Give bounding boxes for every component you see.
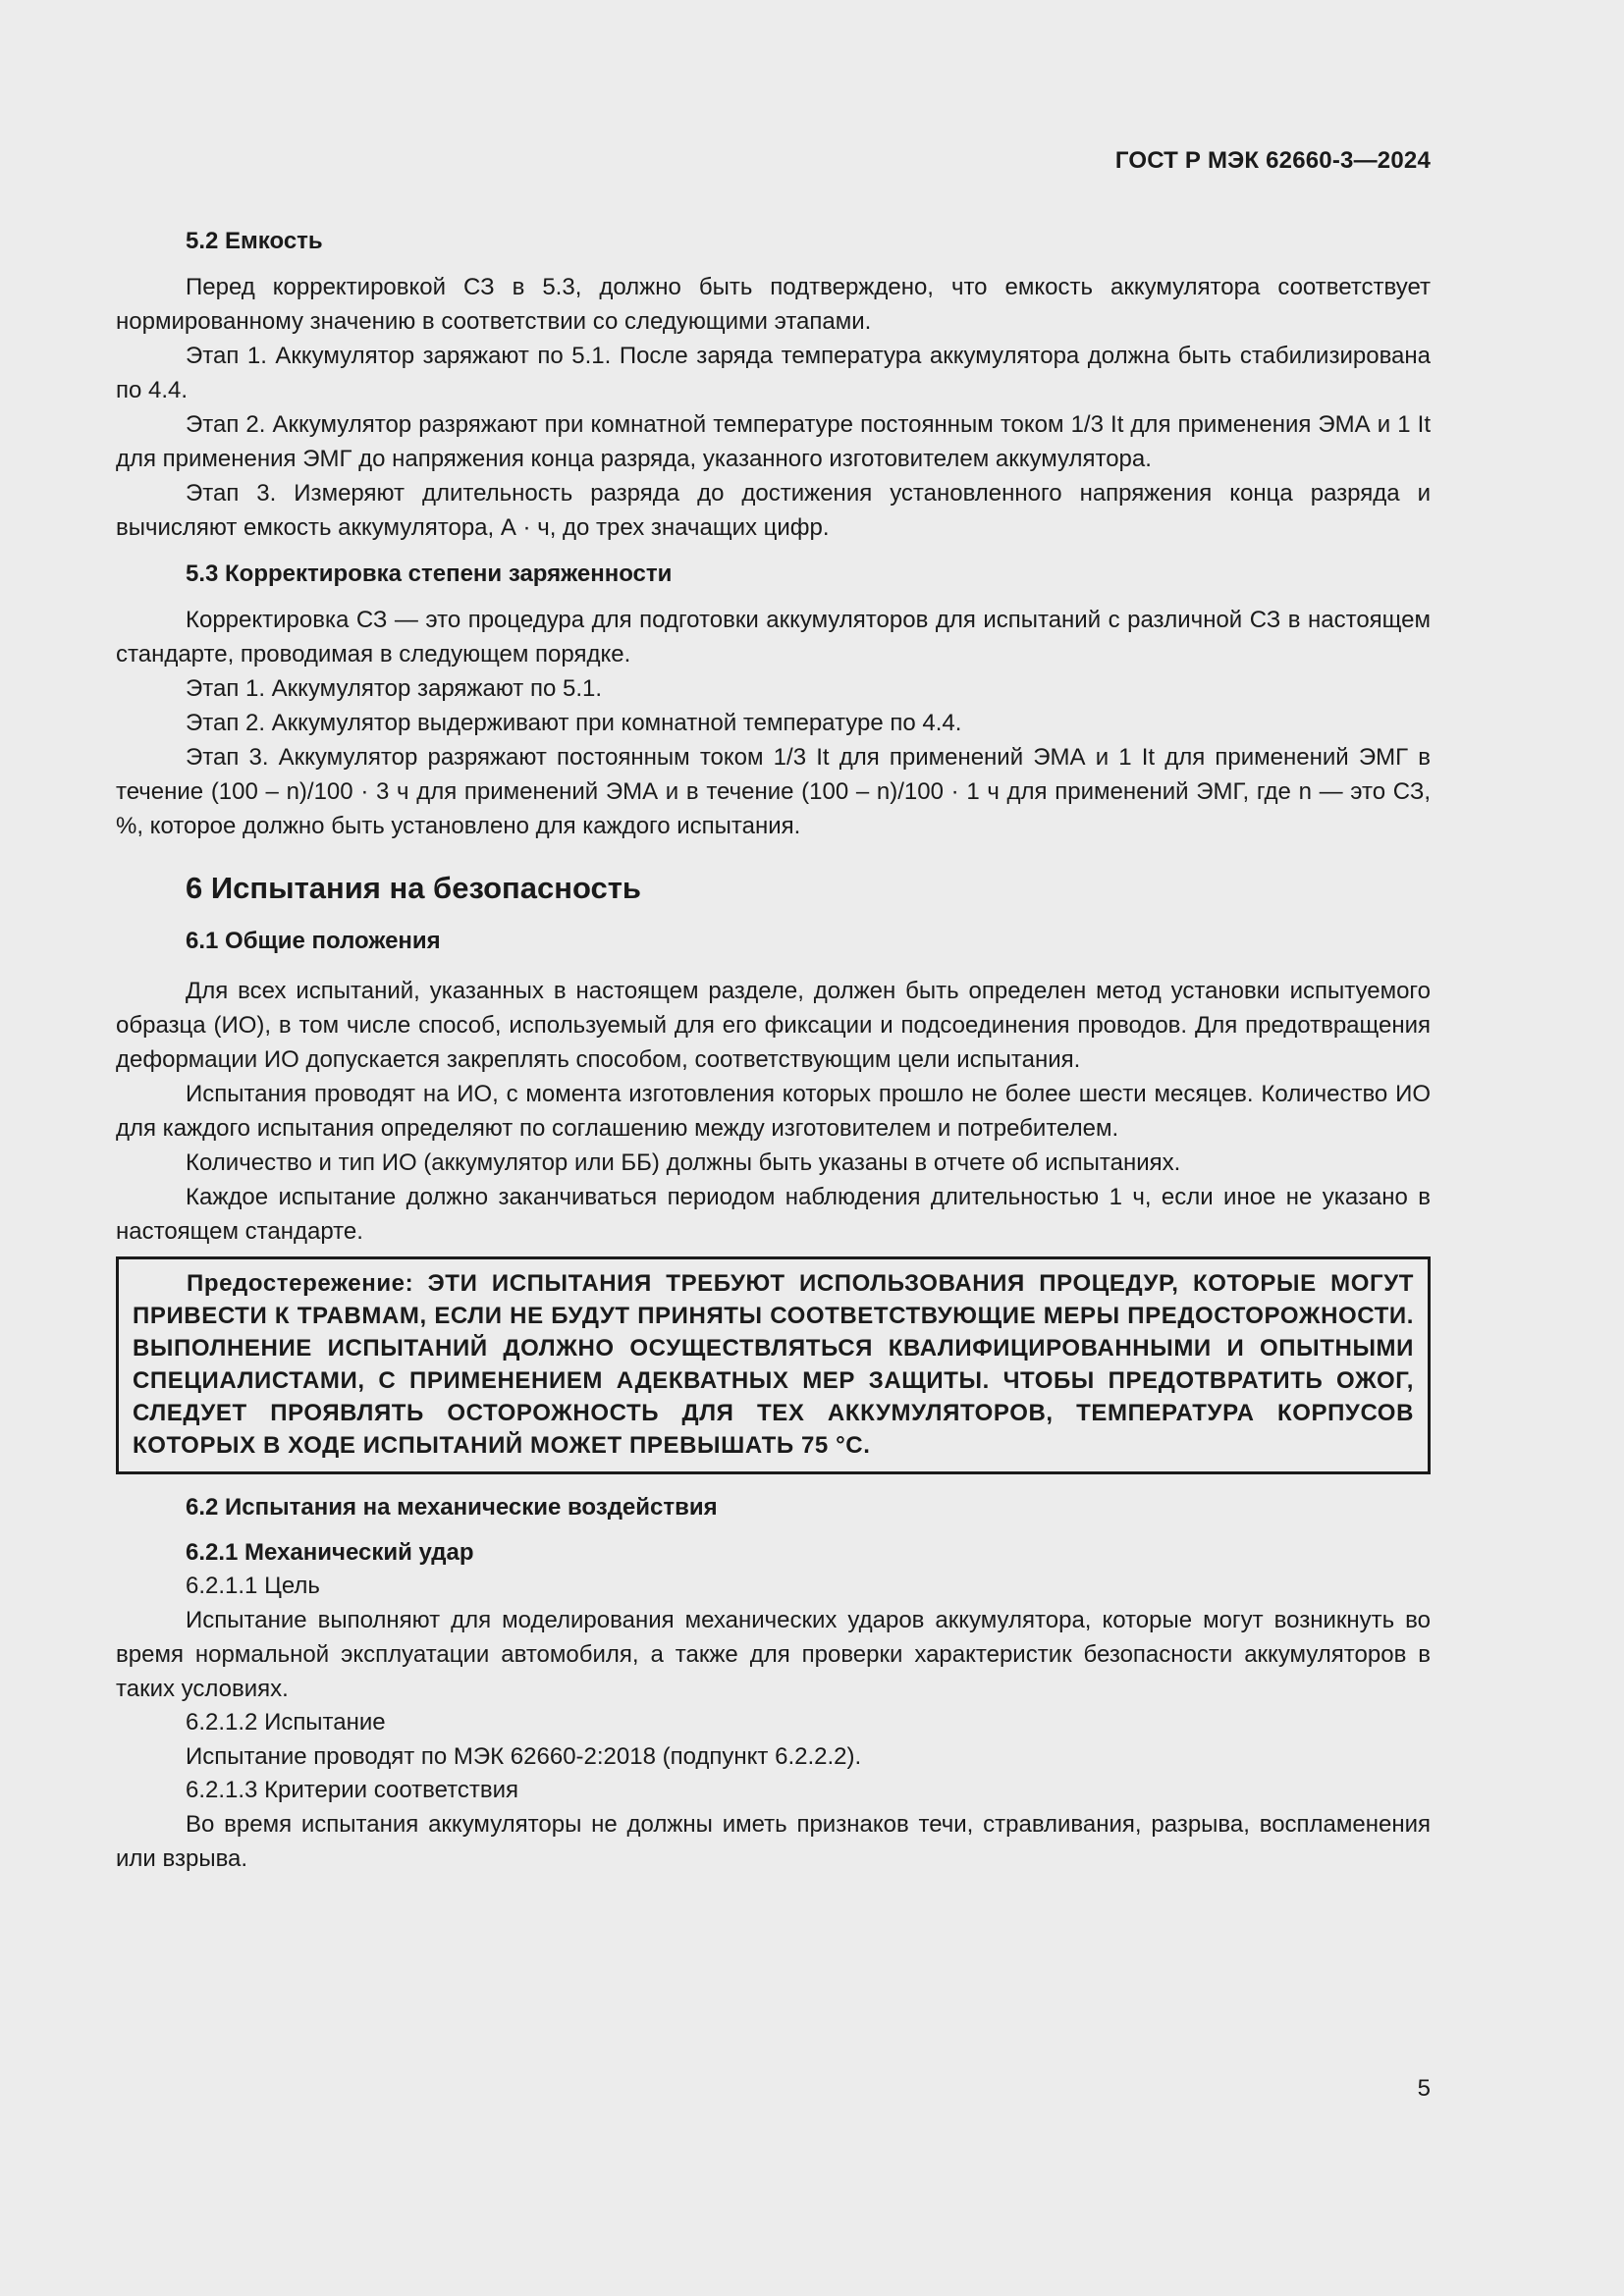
s6-2-1-1-paragraph: Испытание выполняют для моделирования механических ударов аккумулятора, которые могут возникнуть во время нормальной эксплуатации автомобиля, а также для проверки характеристик безопасности аккумуляторов в таких условиях.	[116, 1607, 1431, 1702]
document-body	[116, 224, 1431, 1876]
s5-3-paragraph-1: Корректировка СЗ — это процедура для подготовки аккумуляторов для испытаний с различной СЗ в настоящем стандарте, проводимая в следующем порядке.	[116, 607, 1431, 667]
s5-2-paragraph-3: Этап 2. Аккумулятор разряжают при комнатной температуре постоянным током 1/3 It для применения ЭМА и 1 It для применения ЭМГ до напряжения конца разряда, указанного изготовителем аккумулятора.	[116, 411, 1431, 472]
s5-3-paragraph-3: Этап 2. Аккумулятор выдерживают при комнатной температуре по 4.4.	[186, 710, 962, 736]
s5-3-paragraph-4: Этап 3. Аккумулятор разряжают постоянным током 1/3 It для применений ЭМА и 1 It для применений ЭМГ в течение (100 – n)/100 · 3 ч для применений ЭМА и в течение (100 – n)/100 · 1 ч для применений ЭМГ, где n — это СЗ, %, которое должно быть установлено для каждого испытания.	[116, 744, 1431, 839]
section-6-2-1-2-title: 6.2.1.2 Испытание	[186, 1709, 386, 1735]
s5-2-paragraph-1: Перед корректировкой СЗ в 5.3, должно быть подтверждено, что емкость аккумулятора соответствует нормированному значению в соответствии со следующими этапами.	[116, 274, 1431, 335]
section-6-2-1-1-title: 6.2.1.1 Цель	[186, 1573, 320, 1599]
s5-2-paragraph-4: Этап 3. Измеряют длительность разряда до достижения установленного напряжения конца разряда и вычисляют емкость аккумулятора, А · ч, до трех значащих цифр.	[116, 480, 1431, 541]
page-number: 5	[1417, 2075, 1431, 2102]
section-5-3-title: 5.3 Корректировка степени заряженности	[186, 561, 673, 587]
section-6-2-1-title: 6.2.1 Механический удар	[186, 1539, 474, 1566]
s6-1-paragraph-2: Испытания проводят на ИО, с момента изготовления которых прошло не более шести месяцев. Количество ИО для каждого испытания определяют по соглашению между изготовителем и потребителем.	[116, 1081, 1431, 1142]
s6-2-1-3-paragraph: Во время испытания аккумуляторы не должны иметь признаков течи, стравливания, разрыва, воспламенения или взрыва.	[116, 1811, 1431, 1872]
s5-3-paragraph-2: Этап 1. Аккумулятор заряжают по 5.1.	[186, 675, 603, 702]
safety-warning-box	[116, 1256, 1431, 1474]
s6-1-paragraph-1: Для всех испытаний, указанных в настоящем разделе, должен быть определен метод установки испытуемого образца (ИО), в том числе способ, используемый для его фиксации и подсоединения проводов. Для предотвращения деформации ИО допускается закреплять способом, соответствующим цели испытания.	[116, 978, 1431, 1073]
section-6-2-1-3-title: 6.2.1.3 Критерии соответствия	[186, 1777, 519, 1803]
s5-2-paragraph-2: Этап 1. Аккумулятор заряжают по 5.1. После заряда температура аккумулятора должна быть стабилизирована по 4.4.	[116, 343, 1431, 403]
s6-2-1-2-paragraph: Испытание проводят по МЭК 62660-2:2018 (подпункт 6.2.2.2).	[186, 1743, 862, 1770]
section-6-2-title: 6.2 Испытания на механические воздействия	[186, 1494, 718, 1521]
s6-1-paragraph-4: Каждое испытание должно заканчиваться периодом наблюдения длительностью 1 ч, если иное не указано в настоящем стандарте.	[116, 1184, 1431, 1245]
s6-1-paragraph-3: Количество и тип ИО (аккумулятор или ББ) должны быть указаны в отчете об испытаниях.	[186, 1149, 1181, 1176]
section-6-title: 6 Испытания на безопасность	[186, 871, 641, 905]
safety-warning-text: Предостережение: ЭТИ ИСПЫТАНИЯ ТРЕБУЮТ ИСПОЛЬЗОВАНИЯ ПРОЦЕДУР, КОТОРЫЕ МОГУТ ПРИВЕСТИ К ТРАВМАМ, ЕСЛИ НЕ БУДУТ ПРИНЯТЫ СООТВЕТСТВУЮЩИЕ МЕРЫ ПРЕДОСТОРОЖНОСТИ. ВЫПОЛНЕНИЕ ИСПЫТАНИЙ ДОЛЖНО ОСУЩЕСТВЛЯТЬСЯ КВАЛИФИЦИРОВАННЫМИ И ОПЫТНЫМИ СПЕЦИАЛИСТАМИ, С ПРИМЕНЕНИЕМ АДЕКВАТНЫХ МЕР ЗАЩИТЫ. ЧТОБЫ ПРЕДОТВРАТИТЬ ОЖОГ, СЛЕДУЕТ ПРОЯВЛЯТЬ ОСТОРОЖНОСТЬ ДЛЯ ТЕХ АККУМУЛЯТОРОВ, ТЕМПЕРАТУРА КОРПУСОВ КОТОРЫХ В ХОДЕ ИСПЫТАНИЙ МОЖЕТ ПРЕВЫШАТЬ 75 °С.	[133, 1270, 1414, 1459]
section-6-1-title: 6.1 Общие положения	[186, 928, 441, 954]
document-header: ГОСТ Р МЭК 62660-3—2024	[1114, 147, 1431, 174]
section-5-2-title: 5.2 Емкость	[186, 228, 323, 254]
